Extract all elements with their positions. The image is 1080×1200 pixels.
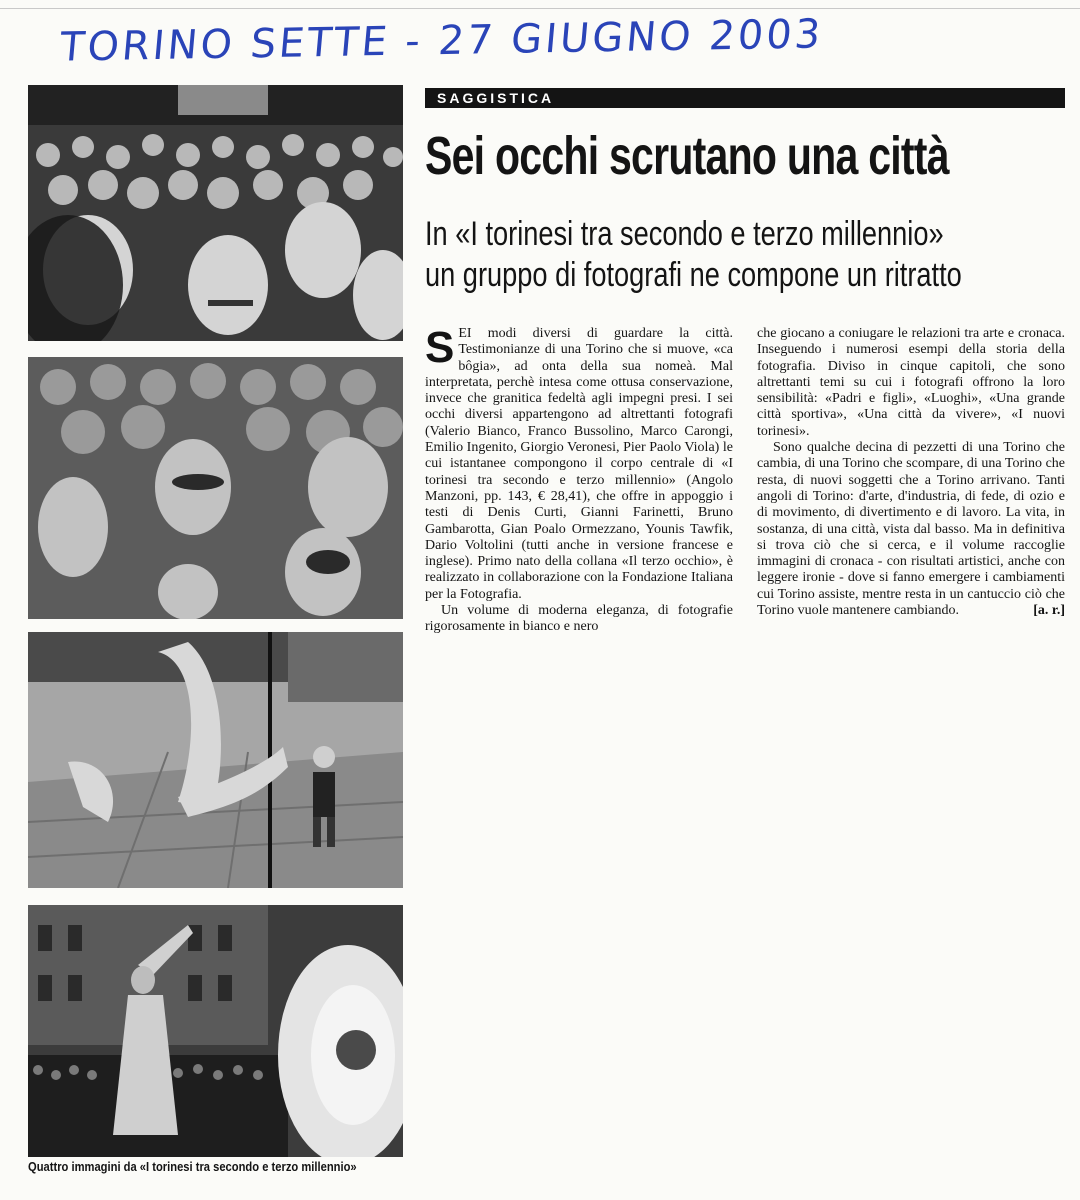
article-headline: Sei occhi scrutano una città — [425, 126, 949, 186]
drop-cap: S — [425, 323, 455, 372]
section-label: SAGGISTICA — [425, 88, 1065, 108]
paragraph-1 — [425, 323, 733, 603]
photo-crowd — [28, 85, 403, 341]
photo-woman-square — [28, 905, 403, 1157]
photo-hands-child — [28, 632, 403, 888]
paragraph-2: Un volume di moderna eleganza, di fotografie rigorosamente in bianco e nero — [425, 603, 733, 635]
handwritten-source-note: TORINO SETTE - 27 GIUGNO 2003 — [58, 11, 826, 71]
paragraph-1-text: EI modi diversi di guardare la città. Testimonianze di una Torino che si muove, «ca bôgia», ad onta della sua nomeà. Mal interpretata, perchè intesa come ottusa conservazione, invece che granitica fedeltà agli impegni presi. I sei occhi diversi appartengono ad altrettanti fotografi (Valerio Bianco, Franco Bussolino, Marco Carongi, Emilio Ingenito, Giorgio Veronesi, Pier Paolo Viola) le cui istantanee compongono il corpo centrale di «I torinesi tra secondo e terzo millennio» (Angolo Manzoni, pp. 143, € 28,41), che offre in appoggio i testi di Denis Curti, Gianni Farinetti, Bruno Gambarotta, Gian Poalo Ormezzano, Younis Tawfik, Dario Voltolini (tutti anche in versione francese e inglese). Primo nato della collana «Il terzo occhio», è realizzato in collaborazione con la Fondazione Italiana per la Fotografia. — [425, 326, 733, 602]
article-column-1 — [425, 323, 733, 636]
byline: [a. r.] — [1033, 603, 1065, 619]
paragraph-3: che giocano a coniugare le relazioni tra arte e cronaca. Inseguendo i numerosi esempi della storia della fotografia. Diviso in cinque capitoli, che sono altrettanti temi su cui i fotografi offrono la loro sensibilità: «Padri e figli», «Luoghi», «Una grande città sportiva», «Una città da vivere», «I nuovi torinesi». — [757, 326, 1065, 439]
subhead-line-1: In «I torinesi tra secondo e terzo millennio» — [425, 215, 944, 253]
subhead-line-2: un gruppo di fotografi ne compone un ritratto — [425, 256, 962, 294]
article-column-2 — [757, 326, 1065, 619]
top-rule — [0, 8, 1080, 9]
paragraph-4-text: Sono qualche decina di pezzetti di una Torino che cambia, di una Torino che scompare, di una Torino che resta, di nuovi soggetti che a Torino arrivano. Tanti angoli di Torino: d'arte, d'industria, di fede, di ozio e di movimento, di divertimento e di lavoro. La vita, in sostanza, di una città, vista dal basso. Ma in definitiva si trova ciò che si cerca, e il volume raccoglie immagini di cronaca - con risultati artistici, anche con leggere ironie - dove si fanno emergere i cambiamenti cui Torino assiste, mentre resta in un cantuccio ciò che Torino vuole mantenere cambiando. — [757, 440, 1065, 619]
paragraph-4 — [757, 440, 1065, 619]
photo-busts — [28, 357, 403, 619]
photo-caption: Quattro immagini da «I torinesi tra secondo e terzo millennio» — [28, 1159, 357, 1174]
article-subhead — [425, 214, 1065, 296]
